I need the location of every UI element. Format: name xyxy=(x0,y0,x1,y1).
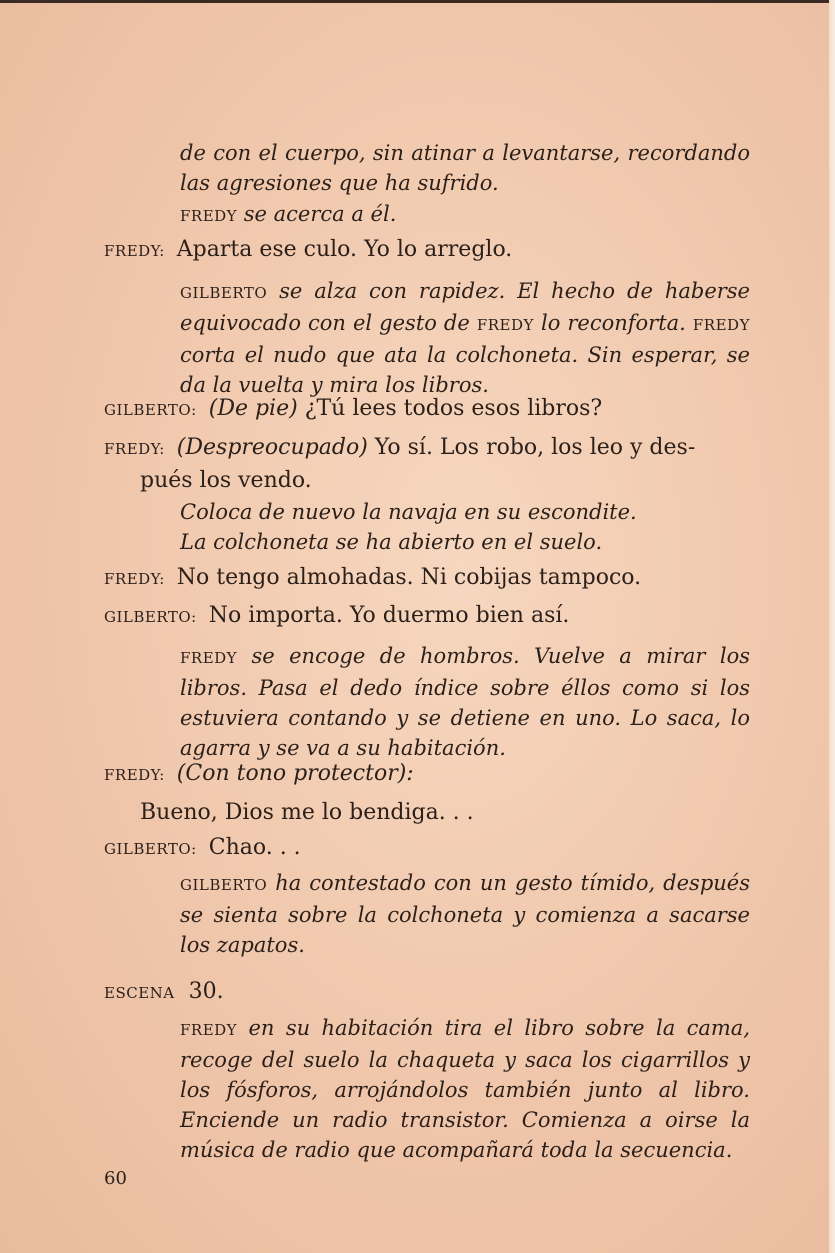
direction-text: se alza con rapidez. El hecho de haberse equivocado con el gesto de xyxy=(180,279,750,335)
speaker-label: FREDY: xyxy=(104,440,165,458)
direction-text: en su habitación tira el libro sobre la cama, recoge del suelo la chaqueta y saca los cigarrillos y los fósforos, arrojándolos también junto al libro. Enciende un radio transistor. Comienza a oirse la música de radio que acompañará toda la secuencia. xyxy=(180,1016,750,1162)
scene-heading xyxy=(104,977,224,1008)
dialogue-continuation: pués los vendo. xyxy=(140,468,312,493)
speaker-name: GILBERTO xyxy=(180,876,268,894)
speaker-name: FREDY xyxy=(180,207,238,225)
speaker-name: FREDY xyxy=(476,316,534,334)
direction-text: se acerca a él. xyxy=(237,202,397,226)
direction-text: corta el nudo que ata la colchoneta. Sin esperar, se da la vuelta y mira los libros. xyxy=(180,343,750,397)
stage-direction-3 xyxy=(180,276,750,400)
direction-line: Coloca de nuevo la navaja en su escondite. xyxy=(180,500,637,524)
speaker-name: FREDY xyxy=(180,1021,238,1039)
stage-direction-1 xyxy=(180,138,750,198)
dialogue-line-6 xyxy=(104,758,754,828)
dialogue-line-4 xyxy=(104,562,754,595)
dialogue-text: Aparta ese culo. Yo lo arreglo. xyxy=(176,237,513,262)
scene-label: ESCENA xyxy=(104,984,175,1002)
direction-text: de con el cuerpo, sin atinar a levantarse, recordando las agresiones que ha sufrido. xyxy=(180,141,750,195)
page-edge xyxy=(829,0,835,1253)
dialogue-line-5 xyxy=(104,600,754,633)
speaker-label: GILBERTO: xyxy=(104,840,197,858)
dialogue-text: Yo sí. Los robo, los leo y des- xyxy=(367,435,696,460)
parenthetical: (Despreocupado) xyxy=(176,435,368,460)
dialogue-text: No importa. Yo duermo bien así. xyxy=(208,603,570,628)
dialogue-continuation: Bueno, Dios me lo bendiga. . . xyxy=(140,800,474,825)
page-number: 60 xyxy=(104,1168,127,1189)
stage-direction-4 xyxy=(180,497,750,557)
speaker-label: FREDY: xyxy=(104,766,165,784)
speaker-label: FREDY: xyxy=(104,570,165,588)
speaker-name: FREDY xyxy=(692,316,750,334)
speaker-name: GILBERTO xyxy=(180,284,268,302)
dialogue-line-2 xyxy=(104,393,754,426)
stage-direction-5 xyxy=(180,641,750,763)
dialogue-line-1 xyxy=(104,234,754,267)
top-rule xyxy=(0,0,835,3)
direction-text: se encoge de hombros. Vuelve a mirar los libros. Pasa el dedo índice sobre éllos como si los estuviera contando y se detiene en uno. Lo saca, lo agarra y se va a su habitación. xyxy=(180,644,750,760)
scene-number: 30. xyxy=(188,979,224,1004)
dialogue-line-3 xyxy=(104,432,754,496)
parenthetical: (De pie) xyxy=(208,396,298,421)
stage-direction-2 xyxy=(180,199,750,231)
direction-text: ha contestado con un gesto tímido, después se sienta sobre la colchoneta y comienza a sacarse los zapatos. xyxy=(180,871,750,957)
dialogue-text: ¿Tú lees todos esos libros? xyxy=(297,396,603,421)
direction-line: La colchoneta se ha abierto en el suelo. xyxy=(180,530,603,554)
direction-text: lo reconforta. xyxy=(533,311,693,335)
speaker-name: FREDY xyxy=(180,649,238,667)
parenthetical: (Con tono protector): xyxy=(176,761,414,786)
speaker-label: FREDY: xyxy=(104,242,165,260)
stage-direction-6 xyxy=(180,868,750,960)
speaker-label: GILBERTO: xyxy=(104,608,197,626)
dialogue-line-7 xyxy=(104,832,754,865)
speaker-label: GILBERTO: xyxy=(104,401,197,419)
dialogue-text: No tengo almohadas. Ni cobijas tampoco. xyxy=(176,565,642,590)
dialogue-text: Chao. . . xyxy=(208,835,301,860)
stage-direction-7 xyxy=(180,1013,750,1165)
